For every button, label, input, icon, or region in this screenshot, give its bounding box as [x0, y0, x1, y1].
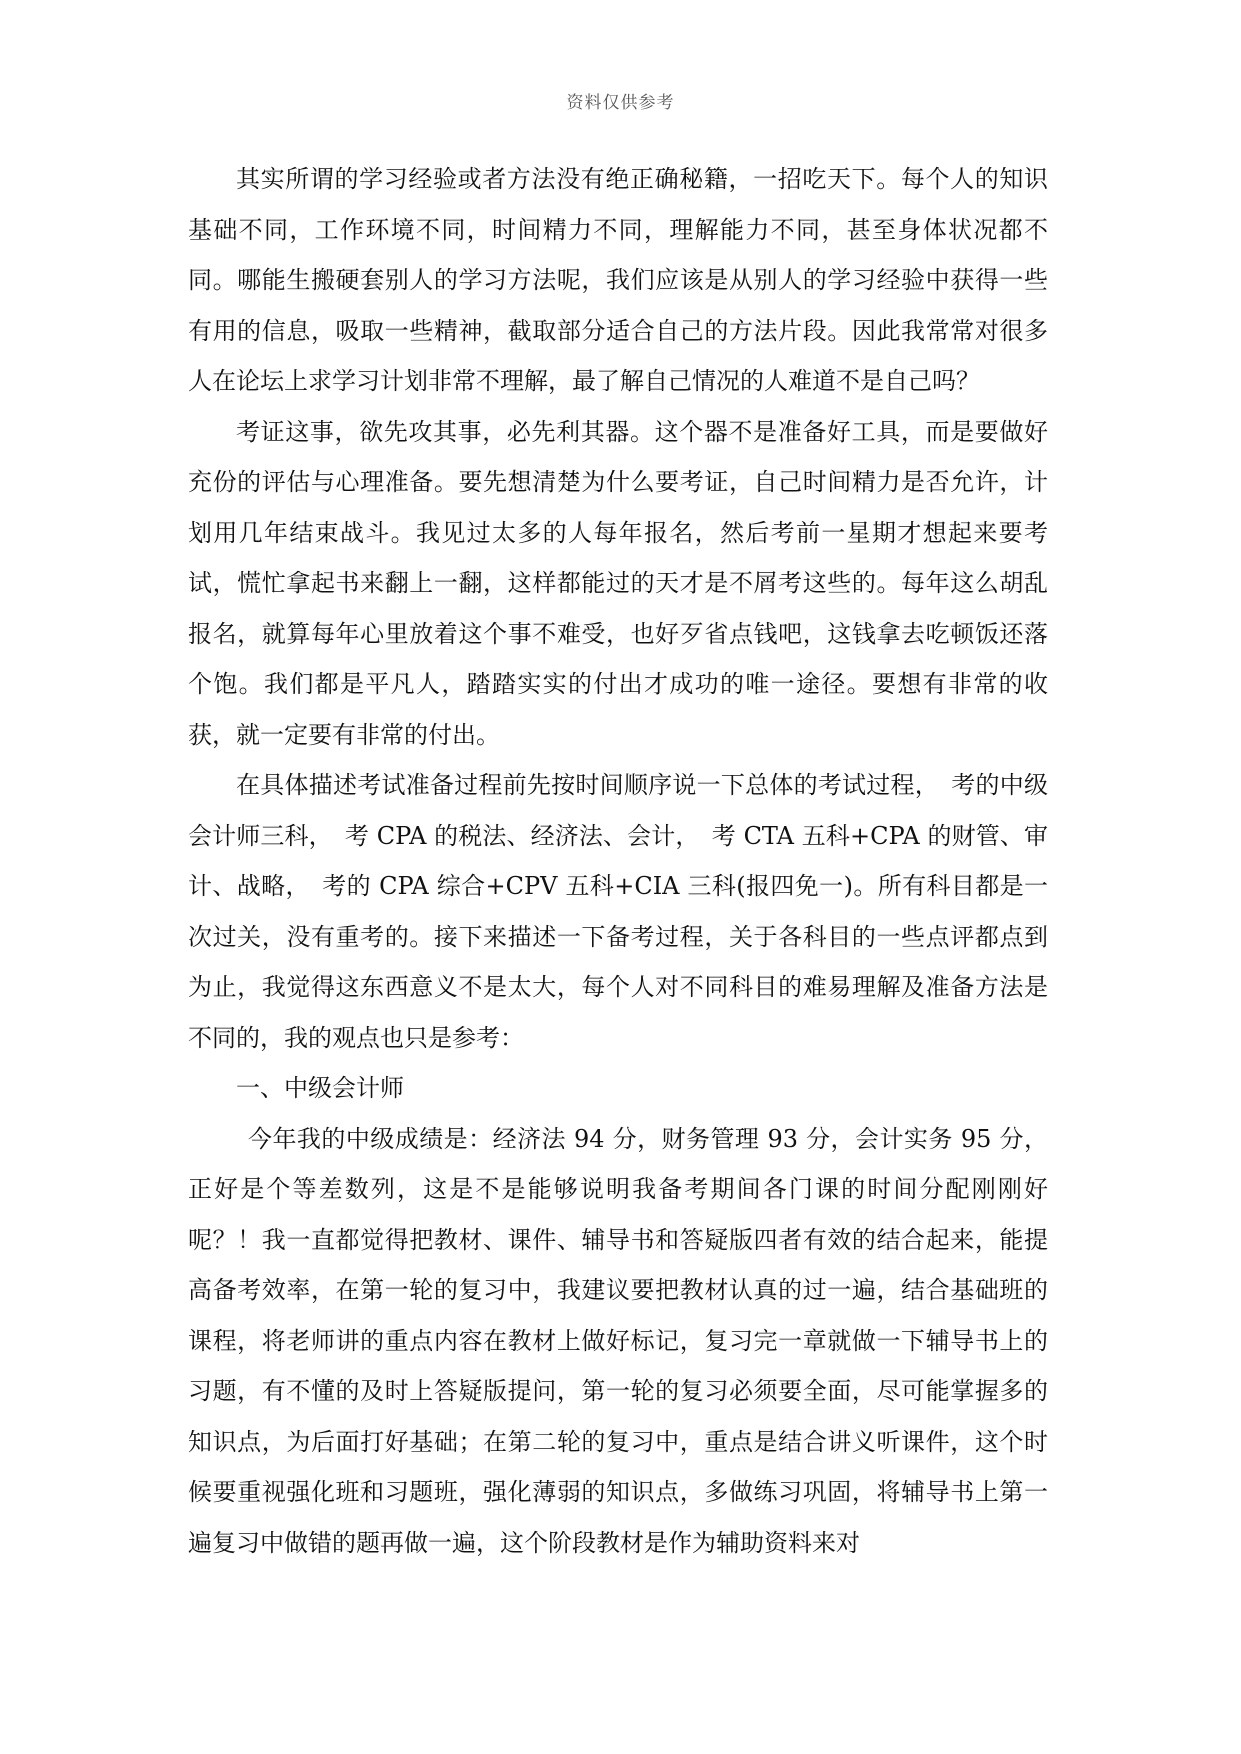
- page-header: 资料仅供参考: [566, 93, 675, 113]
- paragraph-exam-preparation: 考证这事，欲先攻其事，必先利其器。这个器不是准备好工具，而是要做好充份的评估与心理准备。要先想清楚为什么要考证，自己时间精力是否允许，计划用几年结束战斗。我见过太多的人每年报名，然后考前一星期才想起来要考试，慌忙拿起书来翻上一翻，这样都能过的天才是不屑考这些的。每年这么胡乱报名，就算每年心里放着这个事不难受，也好歹省点钱吧，这钱拿去吃顿饭还落个饱。我们都是平凡人，踏踏实实的付出才成功的唯一途径。要想有非常的收获，就一定要有非常的付出。: [188, 417, 1048, 749]
- paragraph-learning-methods: 其实所谓的学习经验或者方法没有绝正确秘籍，一招吃天下。每个人的知识基础不同，工作环境不同，时间精力不同，理解能力不同，甚至身体状况都不同。哪能生搬硬套别人的学习方法呢，我们应该是从别人的学习经验中获得一些有用的信息，吸取一些精神，截取部分适合自己的方法片段。因此我常常对很多人在论坛上求学习计划非常不理解，最了解自己情况的人难道不是自己吗？: [188, 165, 1048, 395]
- paragraph-exam-overview: 在具体描述考试准备过程前先按时间顺序说一下总体的考试过程， 考的中级会计师三科， 考 CPA 的税法、经济法、会计， 考 CTA 五科+CPA 的财管、审计、战略， 考的 CPA 综合+CPV 五科+CIA 三科(报四免一)。所有科目都是一次过关，没有重考的。接下来描述一下备考过程，关于各科目的一些点评都点到为止，我觉得这东西意义不是太大，每个人对不同科目的难易理解及准备方法是不同的，我的观点也只是参考：: [188, 771, 1048, 1052]
- document-body: [188, 154, 1048, 1568]
- paragraph-intermediate-scores: 今年我的中级成绩是：经济法 94 分，财务管理 93 分，会计实务 95 分，正好是个等差数列，这是不是能够说明我备考期间各门课的时间分配刚刚好呢？！我一直都觉得把教材、课件、辅导书和答疑版四者有效的结合起来，能提高备考效率，在第一轮的复习中，我建议要把教材认真的过一遍，结合基础班的课程，将老师讲的重点内容在教材上做好标记，复习完一章就做一下辅导书上的习题，有不懂的及时上答疑版提问，第一轮的复习必须要全面，尽可能掌握多的知识点，为后面打好基础；在第二轮的复习中，重点是结合讲义听课件，这个时候要重视强化班和习题班，强化薄弱的知识点，多做练习巩固，将辅导书上第一遍复习中做错的题再做一遍，这个阶段教材是作为辅助资料来对: [188, 1124, 1048, 1557]
- section-heading-intermediate-accountant: 一、中级会计师: [236, 1074, 404, 1102]
